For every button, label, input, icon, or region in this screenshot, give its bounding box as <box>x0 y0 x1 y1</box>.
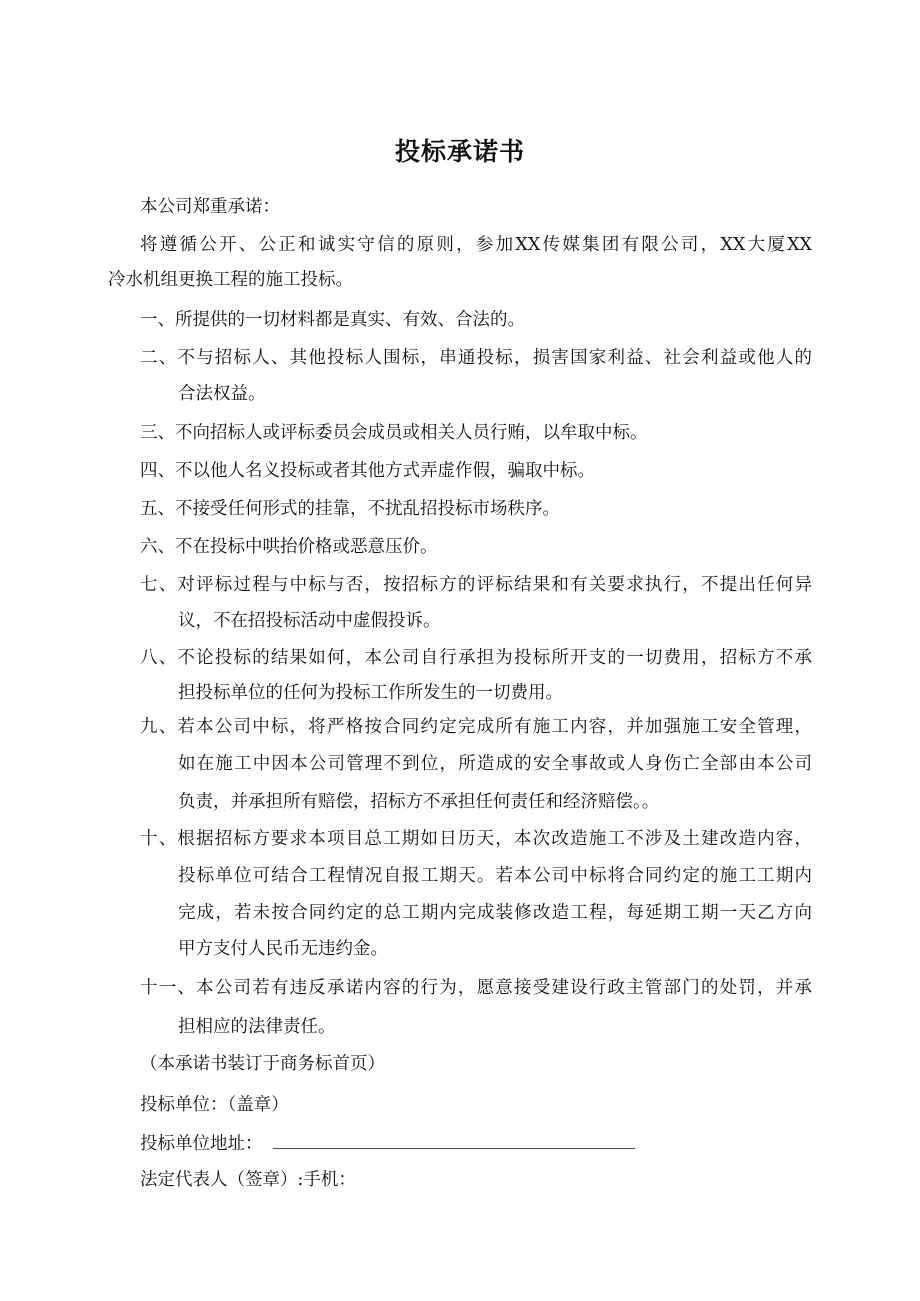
item-11-line-1: 十一、本公司若有违反承诺内容的行为，愿意接受建设行政主管部门的处罚，并承 <box>140 978 812 998</box>
item-8-line-1: 八、不论投标的结果如何，本公司自行承担为投标所开支的一切费用，招标方不承 <box>140 648 812 668</box>
item-10-line-4: 甲方支付人民币无违约金。 <box>178 939 388 959</box>
salutation: 本公司郑重承诺： <box>140 197 280 217</box>
item-9-line-2: 如在施工中因本公司管理不到位，所造成的安全事故或人身伤亡全部由本公司 <box>178 754 812 774</box>
bidder-address-blank[interactable] <box>273 1130 635 1149</box>
item-10-line-1: 十、根据招标方要求本项目总工期如日历天，本次改造施工不涉及土建改造内容， <box>140 829 812 849</box>
binding-note: （本承诺书装订于商务标首页） <box>140 1054 385 1074</box>
item-10-line-2: 投标单位可结合工程情况自报工期天。若本公司中标将合同约定的施工工期内 <box>178 866 812 886</box>
item-7-line-1: 七、对评标过程与中标与否，按招标方的评标结果和有关要求执行，不提出任何异 <box>140 575 812 595</box>
legal-representative: 法定代表人（签章）:手机： <box>140 1170 356 1190</box>
item-3-line-1: 三、不向招标人或评标委员会成员或相关人员行贿，以牟取中标。 <box>140 423 648 443</box>
bidder-address-row <box>140 1130 635 1156</box>
item-2-line-2: 合法权益。 <box>178 384 266 404</box>
item-10-line-3: 完成，若未按合同约定的总工期内完成装修改造工程，每延期工期一天乙方向 <box>178 903 812 923</box>
item-8-line-2: 担投标单位的任何为投标工作所发生的一切费用。 <box>178 683 563 703</box>
item-2-line-1: 二、不与招标人、其他投标人围标，串通投标，损害国家利益、社会利益或他人的 <box>140 348 812 368</box>
item-9-line-3: 负责，并承担所有赔偿，招标方不承担任何责任和经济赔偿。。 <box>178 792 660 812</box>
item-9-line-1: 九、若本公司中标，将严格按合同约定完成所有施工内容，并加强施工安全管理， <box>140 717 812 737</box>
bidder-address-label: 投标单位地址： <box>140 1134 263 1154</box>
bidder-unit: 投标单位：（盖章） <box>140 1095 289 1115</box>
intro-line-2: 冷水机组更换工程的施工投标。 <box>108 270 353 290</box>
item-4-line-1: 四、不以他人名义投标或者其他方式弄虚作假，骗取中标。 <box>140 461 595 481</box>
item-1-line-1: 一、所提供的一切材料都是真实、有效、合法的。 <box>140 310 525 330</box>
page-title: 投标承诺书 <box>394 137 525 166</box>
item-6-line-1: 六、不在投标中哄抬价格或恶意压价。 <box>140 537 438 557</box>
item-11-line-2: 担相应的法律责任。 <box>178 1017 336 1037</box>
item-7-line-2: 议，不在招投标活动中虚假投诉。 <box>178 611 441 631</box>
item-5-line-1: 五、不接受任何形式的挂靠，不扰乱招投标市场秩序。 <box>140 499 560 519</box>
intro-line-1: 将遵循公开、公正和诚实守信的原则，参加XX传媒集团有限公司，XX大厦XX <box>140 235 812 255</box>
